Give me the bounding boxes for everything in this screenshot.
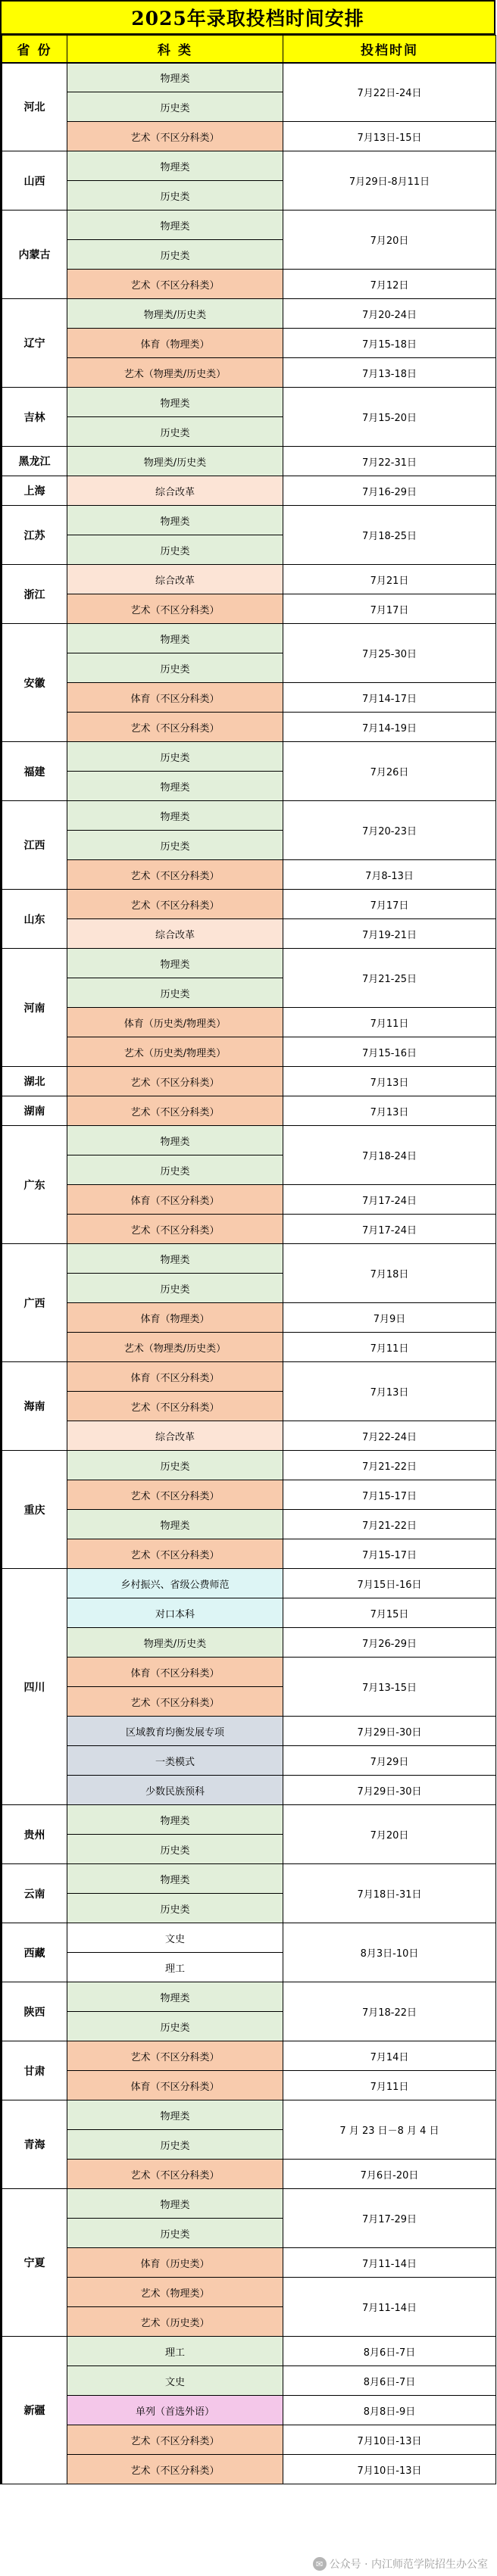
category-cell: 艺术（不区分科类）: [67, 1392, 283, 1421]
category-cell: 物理类: [67, 2100, 283, 2130]
time-cell: 7月22-31日: [283, 447, 496, 476]
category-cell: 综合改革: [67, 476, 283, 506]
category-cell: 历史类: [67, 1451, 283, 1480]
time-cell: 8月8日-9日: [283, 2396, 496, 2425]
category-cell: 艺术（物理类）: [67, 2278, 283, 2307]
category-cell: 历史类: [67, 831, 283, 860]
table-row: [2, 1215, 496, 1244]
table-row: [2, 1185, 496, 1215]
time-cell: 7月11-14日: [283, 2278, 496, 2337]
category-cell: 物理类: [67, 772, 283, 801]
category-cell: 理工: [67, 2337, 283, 2366]
time-cell: 7月6日-20日: [283, 2160, 496, 2189]
header-category: 科 类: [67, 36, 283, 63]
province-cell: 西藏: [2, 1923, 67, 1982]
time-cell: 7月15-18日: [283, 329, 496, 358]
category-cell: 理工: [67, 1953, 283, 1982]
province-cell: 山东: [2, 890, 67, 949]
province-cell: 浙江: [2, 565, 67, 624]
header-time: 投档时间: [283, 36, 496, 63]
time-cell: 7月17日: [283, 890, 496, 919]
table-row: [2, 506, 496, 535]
category-cell: 体育（不区分科类）: [67, 1658, 283, 1687]
time-cell: 7月13日: [283, 1096, 496, 1126]
table-row: [2, 151, 496, 181]
time-cell: 7月22日-24日: [283, 63, 496, 122]
time-cell: 7月18-22日: [283, 1982, 496, 2041]
category-cell: 区域教育均衡发展专项: [67, 1717, 283, 1746]
time-cell: 7月13日: [283, 1067, 496, 1096]
category-cell: 物理类: [67, 624, 283, 653]
time-cell: 7月29日-8月11日: [283, 151, 496, 211]
category-cell: 少数民族预科: [67, 1776, 283, 1805]
table-row: [2, 624, 496, 653]
province-cell: 内蒙古: [2, 211, 67, 299]
category-cell: 艺术（物理类/历史类）: [67, 1333, 283, 1362]
time-cell: 7月29日: [283, 1746, 496, 1776]
time-cell: 7月20-23日: [283, 801, 496, 860]
table-row: [2, 2278, 496, 2307]
province-cell: 山西: [2, 151, 67, 211]
time-cell: 8月6日-7日: [283, 2337, 496, 2366]
time-cell: 7月13日-15日: [283, 122, 496, 151]
table-row: [2, 1451, 496, 1480]
time-cell: 7月17日: [283, 594, 496, 624]
category-cell: 艺术（不区分科类）: [67, 2160, 283, 2189]
category-cell: 艺术（不区分科类）: [67, 2041, 283, 2071]
time-cell: 7月15-16日: [283, 1037, 496, 1067]
time-cell: 7月10日-13日: [283, 2425, 496, 2455]
header-province: 省 份: [2, 36, 67, 63]
table-row: [2, 1421, 496, 1451]
table-row: [2, 1126, 496, 1155]
category-cell: 历史类: [67, 2219, 283, 2248]
category-cell: 物理类: [67, 2189, 283, 2219]
category-cell: 艺术（不区分科类）: [67, 122, 283, 151]
time-cell: 7月18日: [283, 1244, 496, 1303]
table-row: [2, 329, 496, 358]
time-cell: 7月21日: [283, 565, 496, 594]
time-cell: 7月14-19日: [283, 713, 496, 742]
time-cell: 7月19-21日: [283, 919, 496, 949]
table-row: [2, 2248, 496, 2278]
category-cell: 历史类: [67, 240, 283, 270]
time-cell: 7月18-25日: [283, 506, 496, 565]
category-cell: 艺术（历史类/物理类）: [67, 1037, 283, 1067]
category-cell: 历史类: [67, 1155, 283, 1185]
category-cell: 文史: [67, 1923, 283, 1953]
category-cell: 物理类: [67, 151, 283, 181]
table-row: [2, 1598, 496, 1628]
table-row: [2, 1480, 496, 1510]
table-row: [2, 476, 496, 506]
province-cell: 吉林: [2, 388, 67, 447]
time-cell: 7月17-29日: [283, 2189, 496, 2248]
table-row: [2, 2041, 496, 2071]
time-cell: 7月20日: [283, 211, 496, 270]
time-cell: 7月20-24日: [283, 299, 496, 329]
time-cell: 7月25-30日: [283, 624, 496, 683]
category-cell: 体育（物理类）: [67, 1303, 283, 1333]
category-cell: 体育（不区分科类）: [67, 1362, 283, 1392]
time-cell: 7 月 23 日－8 月 4 日: [283, 2100, 496, 2160]
category-cell: 物理类: [67, 63, 283, 92]
time-cell: 7月11日: [283, 1333, 496, 1362]
province-cell: 河北: [2, 63, 67, 151]
table-row: [2, 1628, 496, 1658]
time-cell: 7月26-29日: [283, 1628, 496, 1658]
table-row: [2, 742, 496, 772]
table-row: [2, 1539, 496, 1569]
time-cell: 7月15-17日: [283, 1480, 496, 1510]
category-cell: 艺术（不区分科类）: [67, 2455, 283, 2484]
time-cell: 7月15日: [283, 1598, 496, 1628]
province-cell: 广东: [2, 1126, 67, 1244]
table-row: [2, 211, 496, 240]
time-cell: 7月15-17日: [283, 1539, 496, 1569]
time-cell: 8月6日-7日: [283, 2366, 496, 2396]
time-cell: 7月13日: [283, 1362, 496, 1421]
category-cell: 体育（物理类）: [67, 329, 283, 358]
time-cell: 7月17-24日: [283, 1215, 496, 1244]
category-cell: 文史: [67, 2366, 283, 2396]
table-row: [2, 1096, 496, 1126]
table-row: [2, 388, 496, 417]
time-cell: 7月21-22日: [283, 1451, 496, 1480]
table-row: [2, 1864, 496, 1894]
province-cell: 江西: [2, 801, 67, 890]
category-cell: 艺术（不区分科类）: [67, 713, 283, 742]
category-cell: 艺术（不区分科类）: [67, 1539, 283, 1569]
category-cell: 艺术（不区分科类）: [67, 1067, 283, 1096]
time-cell: 7月15-20日: [283, 388, 496, 447]
time-cell: 7月15日-16日: [283, 1569, 496, 1598]
table-row: [2, 270, 496, 299]
time-cell: 7月20日: [283, 1805, 496, 1864]
table-row: [2, 1333, 496, 1362]
table-row: [2, 683, 496, 713]
schedule-table: [2, 35, 496, 2484]
time-cell: 7月18-24日: [283, 1126, 496, 1185]
time-cell: 7月29日-30日: [283, 1776, 496, 1805]
category-cell: 历史类: [67, 978, 283, 1008]
time-cell: 7月22-24日: [283, 1421, 496, 1451]
category-cell: 历史类: [67, 417, 283, 447]
time-cell: 7月17-24日: [283, 1185, 496, 1215]
category-cell: 物理类: [67, 1805, 283, 1835]
province-cell: 甘肃: [2, 2041, 67, 2100]
category-cell: 对口本科: [67, 1598, 283, 1628]
category-cell: 历史类: [67, 1274, 283, 1303]
category-cell: 物理类: [67, 211, 283, 240]
table-row: [2, 2366, 496, 2396]
page-title: 2025年录取投档时间安排: [2, 2, 495, 35]
category-cell: 物理类/历史类: [67, 299, 283, 329]
province-cell: 湖北: [2, 1067, 67, 1096]
table-row: [2, 1805, 496, 1835]
table-row: [2, 2455, 496, 2484]
category-cell: 综合改革: [67, 1421, 283, 1451]
category-cell: 艺术（不区分科类）: [67, 1687, 283, 1717]
time-cell: 8月3日-10日: [283, 1923, 496, 1982]
time-cell: 7月12日: [283, 270, 496, 299]
category-cell: 体育（历史类）: [67, 2248, 283, 2278]
category-cell: 乡村振兴、省级公费师范: [67, 1569, 283, 1598]
table-row: [2, 565, 496, 594]
category-cell: 物理类/历史类: [67, 447, 283, 476]
time-cell: 7月21-22日: [283, 1510, 496, 1539]
province-cell: 宁夏: [2, 2189, 67, 2337]
category-cell: 综合改革: [67, 919, 283, 949]
table-row: [2, 1982, 496, 2012]
province-cell: 上海: [2, 476, 67, 506]
table-row: [2, 1510, 496, 1539]
table-row: [2, 1746, 496, 1776]
province-cell: 江苏: [2, 506, 67, 565]
table-row: [2, 919, 496, 949]
province-cell: 青海: [2, 2100, 67, 2189]
province-cell: 云南: [2, 1864, 67, 1923]
table-row: [2, 1569, 496, 1598]
category-cell: 历史类: [67, 2130, 283, 2160]
category-cell: 物理类/历史类: [67, 1628, 283, 1658]
category-cell: 艺术（不区分科类）: [67, 2425, 283, 2455]
time-cell: 7月29日-30日: [283, 1717, 496, 1746]
category-cell: 物理类: [67, 1244, 283, 1274]
category-cell: 艺术（不区分科类）: [67, 1215, 283, 1244]
time-cell: 7月13-15日: [283, 1658, 496, 1717]
category-cell: 物理类: [67, 1510, 283, 1539]
category-cell: 历史类: [67, 653, 283, 683]
time-cell: 7月10日-13日: [283, 2455, 496, 2484]
time-cell: 7月9日: [283, 1303, 496, 1333]
category-cell: 单列（首选外语）: [67, 2396, 283, 2425]
province-cell: 贵州: [2, 1805, 67, 1864]
category-cell: 艺术（不区分科类）: [67, 860, 283, 890]
time-cell: 7月21-25日: [283, 949, 496, 1008]
province-cell: 陕西: [2, 1982, 67, 2041]
table-row: [2, 1303, 496, 1333]
category-cell: 物理类: [67, 388, 283, 417]
category-cell: 物理类: [67, 801, 283, 831]
table-row: [2, 2425, 496, 2455]
time-cell: 7月14-17日: [283, 683, 496, 713]
table-row: [2, 2100, 496, 2130]
table-row: [2, 2189, 496, 2219]
province-cell: 海南: [2, 1362, 67, 1451]
table-row: [2, 2071, 496, 2100]
watermark-text: 公众号 · 内江师范学院招生办公室: [329, 2559, 488, 2571]
category-cell: 历史类: [67, 1835, 283, 1864]
category-cell: 物理类: [67, 1864, 283, 1894]
province-cell: 四川: [2, 1569, 67, 1805]
category-cell: 历史类: [67, 181, 283, 211]
table-row: [2, 860, 496, 890]
time-cell: 7月11-14日: [283, 2248, 496, 2278]
category-cell: 艺术（物理类/历史类）: [67, 358, 283, 388]
category-cell: 一类模式: [67, 1746, 283, 1776]
time-cell: 7月11日: [283, 2071, 496, 2100]
wechat-icon: ✉: [313, 2557, 327, 2571]
category-cell: 物理类: [67, 1982, 283, 2012]
category-cell: 历史类: [67, 92, 283, 122]
province-cell: 安徽: [2, 624, 67, 742]
table-row: [2, 1923, 496, 1953]
table-row: [2, 713, 496, 742]
table-row: [2, 447, 496, 476]
province-cell: 辽宁: [2, 299, 67, 388]
time-cell: 7月16-29日: [283, 476, 496, 506]
category-cell: 体育（历史类/物理类）: [67, 1008, 283, 1037]
province-cell: 黑龙江: [2, 447, 67, 476]
table-row: [2, 63, 496, 92]
table-row: [2, 949, 496, 978]
category-cell: 体育（不区分科类）: [67, 1185, 283, 1215]
time-cell: 7月18日-31日: [283, 1864, 496, 1923]
category-cell: 艺术（不区分科类）: [67, 594, 283, 624]
province-cell: 福建: [2, 742, 67, 801]
province-cell: 广西: [2, 1244, 67, 1362]
category-cell: 物理类: [67, 1126, 283, 1155]
province-cell: 河南: [2, 949, 67, 1067]
table-row: [2, 1008, 496, 1037]
table-row: [2, 1776, 496, 1805]
time-cell: 7月26日: [283, 742, 496, 801]
category-cell: 艺术（不区分科类）: [67, 1096, 283, 1126]
time-cell: 7月8-13日: [283, 860, 496, 890]
table-row: [2, 594, 496, 624]
category-cell: 历史类: [67, 2012, 283, 2041]
table-row: [2, 801, 496, 831]
table-row: [2, 2337, 496, 2366]
category-cell: 历史类: [67, 1894, 283, 1923]
table-row: [2, 1658, 496, 1687]
category-cell: 艺术（不区分科类）: [67, 270, 283, 299]
table-row: [2, 358, 496, 388]
table-row: [2, 890, 496, 919]
time-cell: 7月13-18日: [283, 358, 496, 388]
table-row: [2, 299, 496, 329]
table-row: [2, 1037, 496, 1067]
category-cell: 艺术（历史类）: [67, 2307, 283, 2337]
table-row: [2, 2160, 496, 2189]
category-cell: 物理类: [67, 949, 283, 978]
time-cell: 7月11日: [283, 1008, 496, 1037]
table-row: [2, 1362, 496, 1392]
table-row: [2, 2396, 496, 2425]
province-cell: 新疆: [2, 2337, 67, 2484]
category-cell: 综合改革: [67, 565, 283, 594]
category-cell: 艺术（不区分科类）: [67, 890, 283, 919]
table-row: [2, 122, 496, 151]
category-cell: 艺术（不区分科类）: [67, 1480, 283, 1510]
category-cell: 体育（不区分科类）: [67, 2071, 283, 2100]
header-row: [2, 36, 496, 63]
time-cell: 7月14日: [283, 2041, 496, 2071]
category-cell: 历史类: [67, 742, 283, 772]
table-row: [2, 1244, 496, 1274]
category-cell: 历史类: [67, 535, 283, 565]
table-row: [2, 1717, 496, 1746]
province-cell: 重庆: [2, 1451, 67, 1569]
province-cell: 湖南: [2, 1096, 67, 1126]
category-cell: 物理类: [67, 506, 283, 535]
table-row: [2, 1067, 496, 1096]
watermark: [313, 2556, 488, 2571]
category-cell: 体育（不区分科类）: [67, 683, 283, 713]
